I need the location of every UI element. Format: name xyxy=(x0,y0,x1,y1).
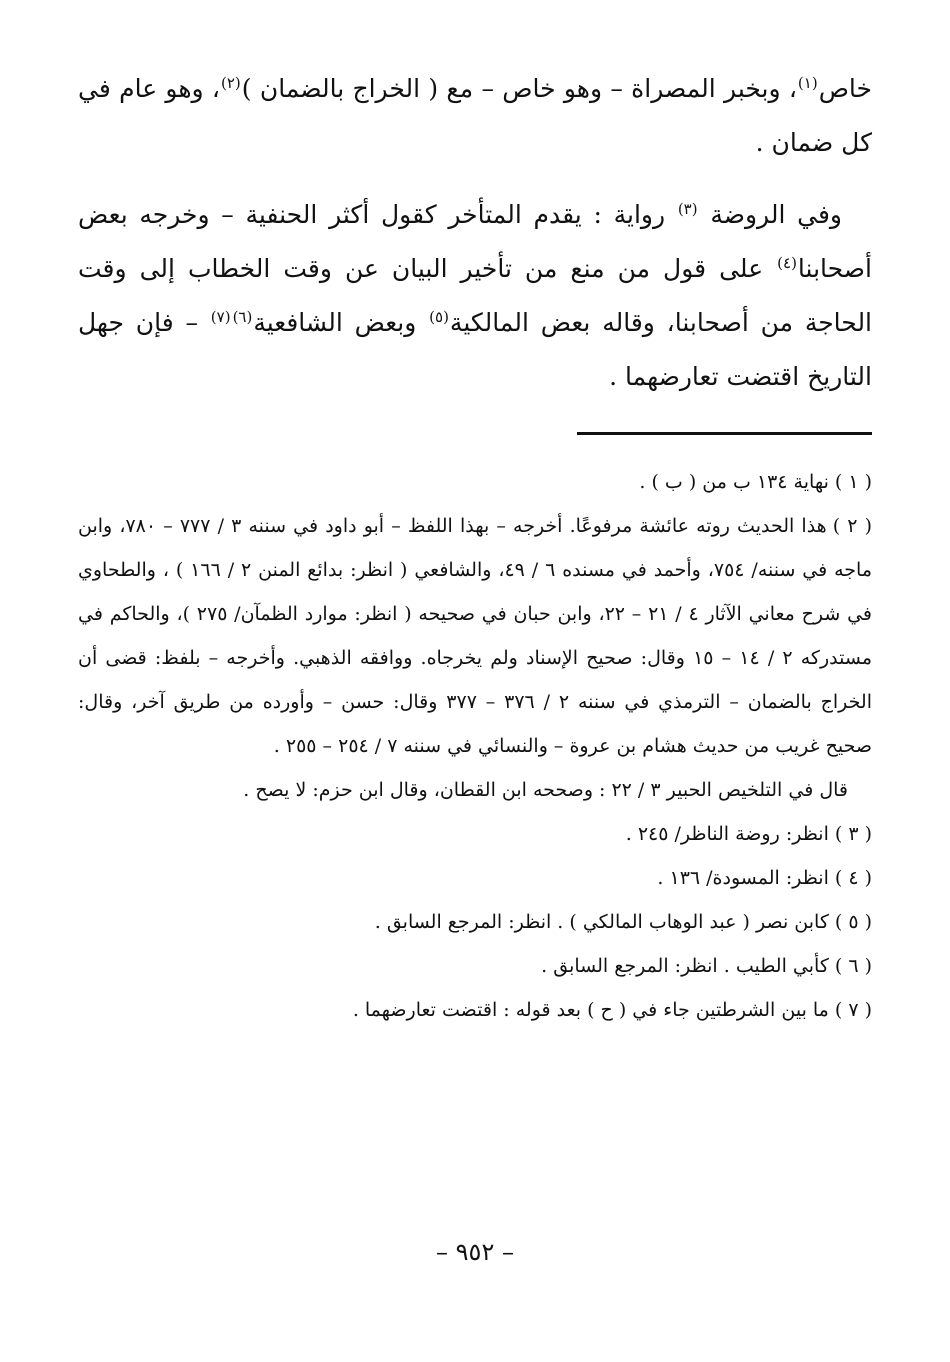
footnote-text: ما بين الشرطتين جاء في ( ح ) بعد قوله : اقتضت تعارضهما . xyxy=(352,999,829,1021)
footnote-number: ( ٦ ) xyxy=(834,955,872,977)
footnote-text: هذا الحديث روته عائشة مرفوعًا. أخرجه – بهذا اللفظ – أبو داود في سننه ٣ / ٧٧٧ – ٧٨٠، وابن ماجه في سننه/ ٧٥٤، وأحمد في مسنده ٦ / ٤٩، والشافعي ( انظر: بدائع المنن ٢ / ١٦٦ ) ، والطحاوي في شرح معاني الآثار ٤ / ٢١ – ٢٢، وابن حبان في صحيحه ( انظر: موارد الظمآن/ ٢٧٥ )، والحاكم في مستدركه ٢ / ١٤ – ١٥ وقال: صحيح الإسناد ولم يخرجاه. ووافقه الذهبي. وأخرجه – بلفظ: قضى أن الخراج بالضمان – الترمذي في سننه ٢ / ٣٧٦ – ٣٧٧ وقال: حسن – وأورده من طريق آخر، وقال: صحيح غريب من حديث هشام بن عروة – والنسائي في سننه ٧ / ٢٥٤ – ٢٥٥ . xyxy=(78,515,873,757)
footnote-2 xyxy=(78,504,872,768)
footnotes-section xyxy=(78,460,872,1032)
main-text-body xyxy=(78,62,872,404)
text-span: ، وهو عام في كل ضمان . xyxy=(78,74,872,157)
text-span: خاص xyxy=(818,74,872,103)
paragraph-1 xyxy=(78,62,872,170)
footnote-number: ( ٧ ) xyxy=(834,999,872,1021)
footnote-ref-1: (١) xyxy=(797,73,818,92)
footnote-7 xyxy=(78,988,872,1032)
footnote-ref-2: (٢) xyxy=(221,73,241,92)
footnote-text: انظر: المسودة/ ١٣٦ . xyxy=(657,867,829,889)
footnote-ref-6: (٦) xyxy=(232,307,253,326)
footnote-text: انظر: روضة الناظر/ ٢٤٥ . xyxy=(625,823,829,845)
footnote-number: ( ٣ ) xyxy=(834,823,872,845)
footnote-ref-4: (٤) xyxy=(777,253,797,272)
footnote-5 xyxy=(78,900,872,944)
footnote-number: ( ١ ) xyxy=(834,471,872,493)
footnote-ref-3: (٣) xyxy=(677,199,698,218)
text-span: رواية : يقدم المتأخر كقول أكثر الحنفية – وخرجه بعض أصحابنا xyxy=(78,200,872,283)
footnote-number: ( ٤ ) xyxy=(834,867,872,889)
footnote-6 xyxy=(78,944,872,988)
footnote-text: كابن نصر ( عبد الوهاب المالكي ) . انظر: المرجع السابق . xyxy=(374,911,829,933)
paragraph-2 xyxy=(78,188,872,404)
text-span: على قول من منع من تأخير البيان عن وقت الخطاب إلى وقت الحاجة من أصحابنا، وقاله بعض المالكية xyxy=(78,254,873,337)
footnote-ref-5: (٥) xyxy=(429,307,449,326)
footnote-1 xyxy=(78,460,872,504)
page-number: – ٩٥٢ – xyxy=(436,1238,514,1266)
footnote-text: نهاية ١٣٤ ب من ( ب ) . xyxy=(639,471,829,493)
footnote-3 xyxy=(78,812,872,856)
footnote-4 xyxy=(78,856,872,900)
text-span: وبعض الشافعية xyxy=(253,308,417,337)
footnote-ref-7: (٧) xyxy=(210,307,231,326)
footnote-number: ( ٢ ) xyxy=(832,515,873,537)
text-span: – فإن جهل التاريخ اقتضت تعارضهما . xyxy=(78,308,872,391)
footnote-separator xyxy=(577,432,872,435)
footnote-text: كأبي الطيب . انظر: المرجع السابق . xyxy=(541,955,829,977)
footnote-number: ( ٥ ) xyxy=(834,911,872,933)
text-span: ، وبخبر المصراة – وهو خاص – مع ( الخراج بالضمان ) xyxy=(241,74,797,103)
footnote-2-extra: قال في التلخيص الحبير ٣ / ٢٢ : وصححه ابن القطان، وقال ابن حزم: لا يصح . xyxy=(243,779,848,801)
text-span: وفي الروضة xyxy=(710,200,842,229)
